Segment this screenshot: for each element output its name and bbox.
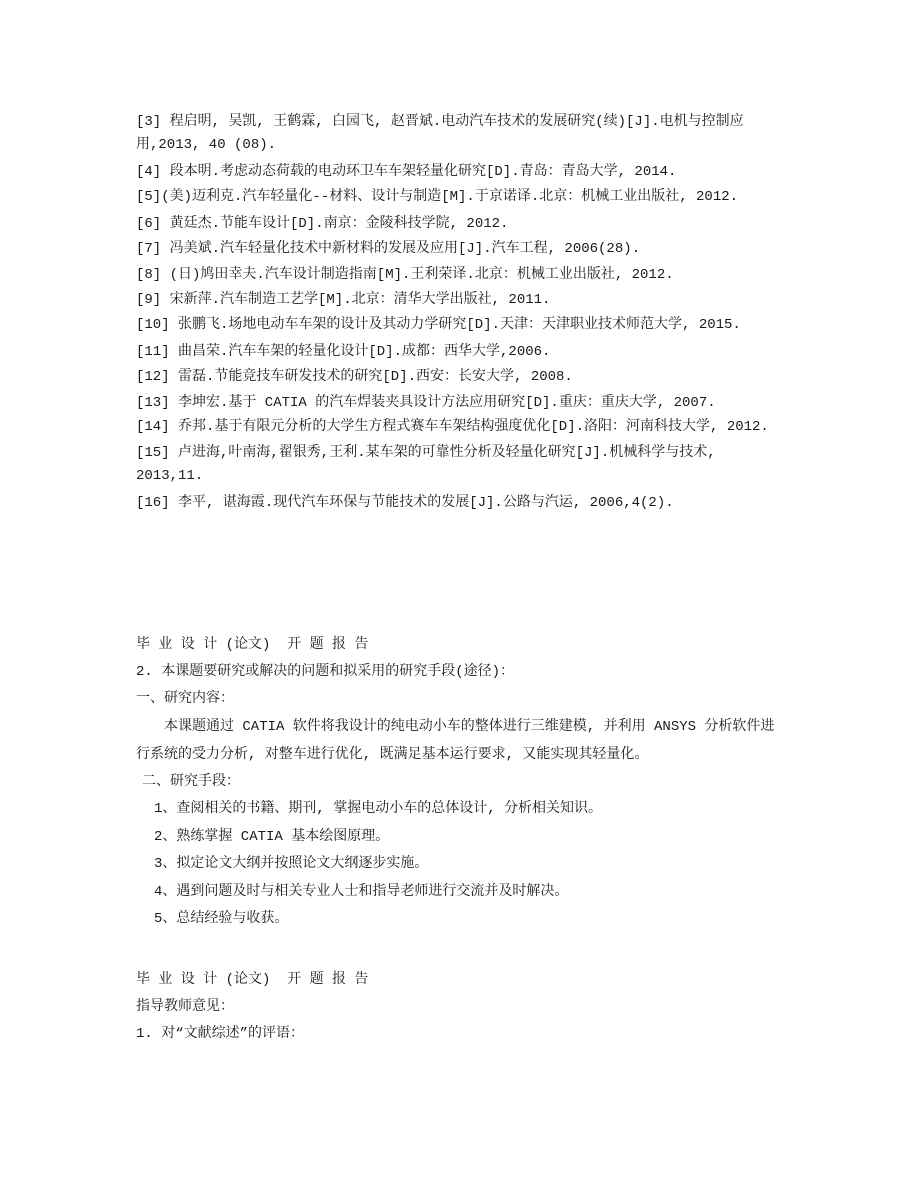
reference-item: [13] 李坤宏.基于 CATIA 的汽车焊装夹具设计方法应用研究[D].重庆：重庆大学, 2007. (136, 394, 716, 411)
question-heading: 2. 本课题要研究或解决的问题和拟采用的研究手段(途径)： (136, 664, 515, 680)
reference-item: [14] 乔邦.基于有限元分析的大学生方程式赛车车架结构强度优化[D].洛阳：河南科技大学, 2012. (136, 419, 769, 435)
reference-item: [12] 雷磊.节能竞技车研发技术的研究[D].西安：长安大学, 2008. (136, 369, 573, 385)
report-header: 毕 业 设 计 (论文) 开 题 报 告 (136, 637, 369, 653)
method-item: 3、拟定论文大纲并按照论文大纲逐步实施。 (154, 856, 429, 872)
content-title: 一、研究内容： (136, 691, 234, 707)
review-item: 1. 对“文献综述”的评语： (136, 1026, 305, 1042)
reference-item: [3] 程启明, 吴凯, 王鹤霖, 白园飞, 赵晋斌.电动汽车技术的发展研究(续)[J].电机与控制应用,2013, 40 (08). (136, 114, 744, 153)
method-item: 4、遇到问题及时与相关专业人士和指导老师进行交流并及时解决。 (154, 883, 569, 900)
advisor-title: 指导教师意见： (136, 999, 234, 1015)
report-header: 毕 业 设 计 (论文) 开 题 报 告 (136, 972, 369, 988)
reference-item: [6] 黄廷杰.节能车设计[D].南京：金陵科技学院, 2012. (136, 215, 509, 232)
method-item: 5、总结经验与收获。 (154, 911, 289, 927)
advisor-section (136, 967, 796, 1048)
reference-item: [4] 段本明.考虑动态荷载的电动环卫车车架轻量化研究[D].青岛：青岛大学, 2014. (136, 164, 677, 180)
reference-list (136, 111, 786, 517)
reference-item: [10] 张鹏飞.场地电动车车架的设计及其动力学研究[D].天津：天津职业技术师范大学, 2015. (136, 316, 741, 333)
reference-item: [16] 李平, 谌海霞.现代汽车环保与节能技术的发展[J].公路与汽运, 2006,4(2). (136, 495, 674, 511)
method-item: 1、查阅相关的书籍、期刊, 掌握电动小车的总体设计, 分析相关知识。 (154, 801, 603, 817)
reference-item: [11] 曲昌荣.汽车车架的轻量化设计[D].成都：西华大学,2006. (136, 343, 551, 360)
reference-item: [9] 宋新萍.汽车制造工艺学[M].北京：清华大学出版社, 2011. (136, 292, 551, 308)
reference-item: [15] 卢进海,叶南海,翟银秀,王利.某车架的可靠性分析及轻量化研究[J].机械科学与技术, 2013,11. (136, 445, 725, 484)
content-paragraph: 本课题通过 CATIA 软件将我设计的纯电动小车的整体进行三维建模, 并利用 ANSYS 分析软件进行系统的受力分析, 对整车进行优化, 既满足基本运行要求, 又能实现其轻量化。 (136, 719, 775, 763)
reference-item: [7] 冯美斌.汽车轻量化技术中新材料的发展及应用[J].汽车工程, 2006(28). (136, 241, 641, 257)
research-section (136, 632, 796, 934)
reference-item: [8] (日)鸠田幸夫.汽车设计制造指南[M].王利荣译.北京：机械工业出版社, 2012. (136, 266, 674, 283)
reference-item: [5](美)迈利克.汽车轻量化--材料、设计与制造[M].于京诺译.北京：机械工业出版社, 2012. (136, 188, 739, 205)
method-item: 2、熟练掌握 CATIA 基本绘图原理。 (154, 828, 390, 845)
methods-title: 二、研究手段： (142, 774, 240, 790)
